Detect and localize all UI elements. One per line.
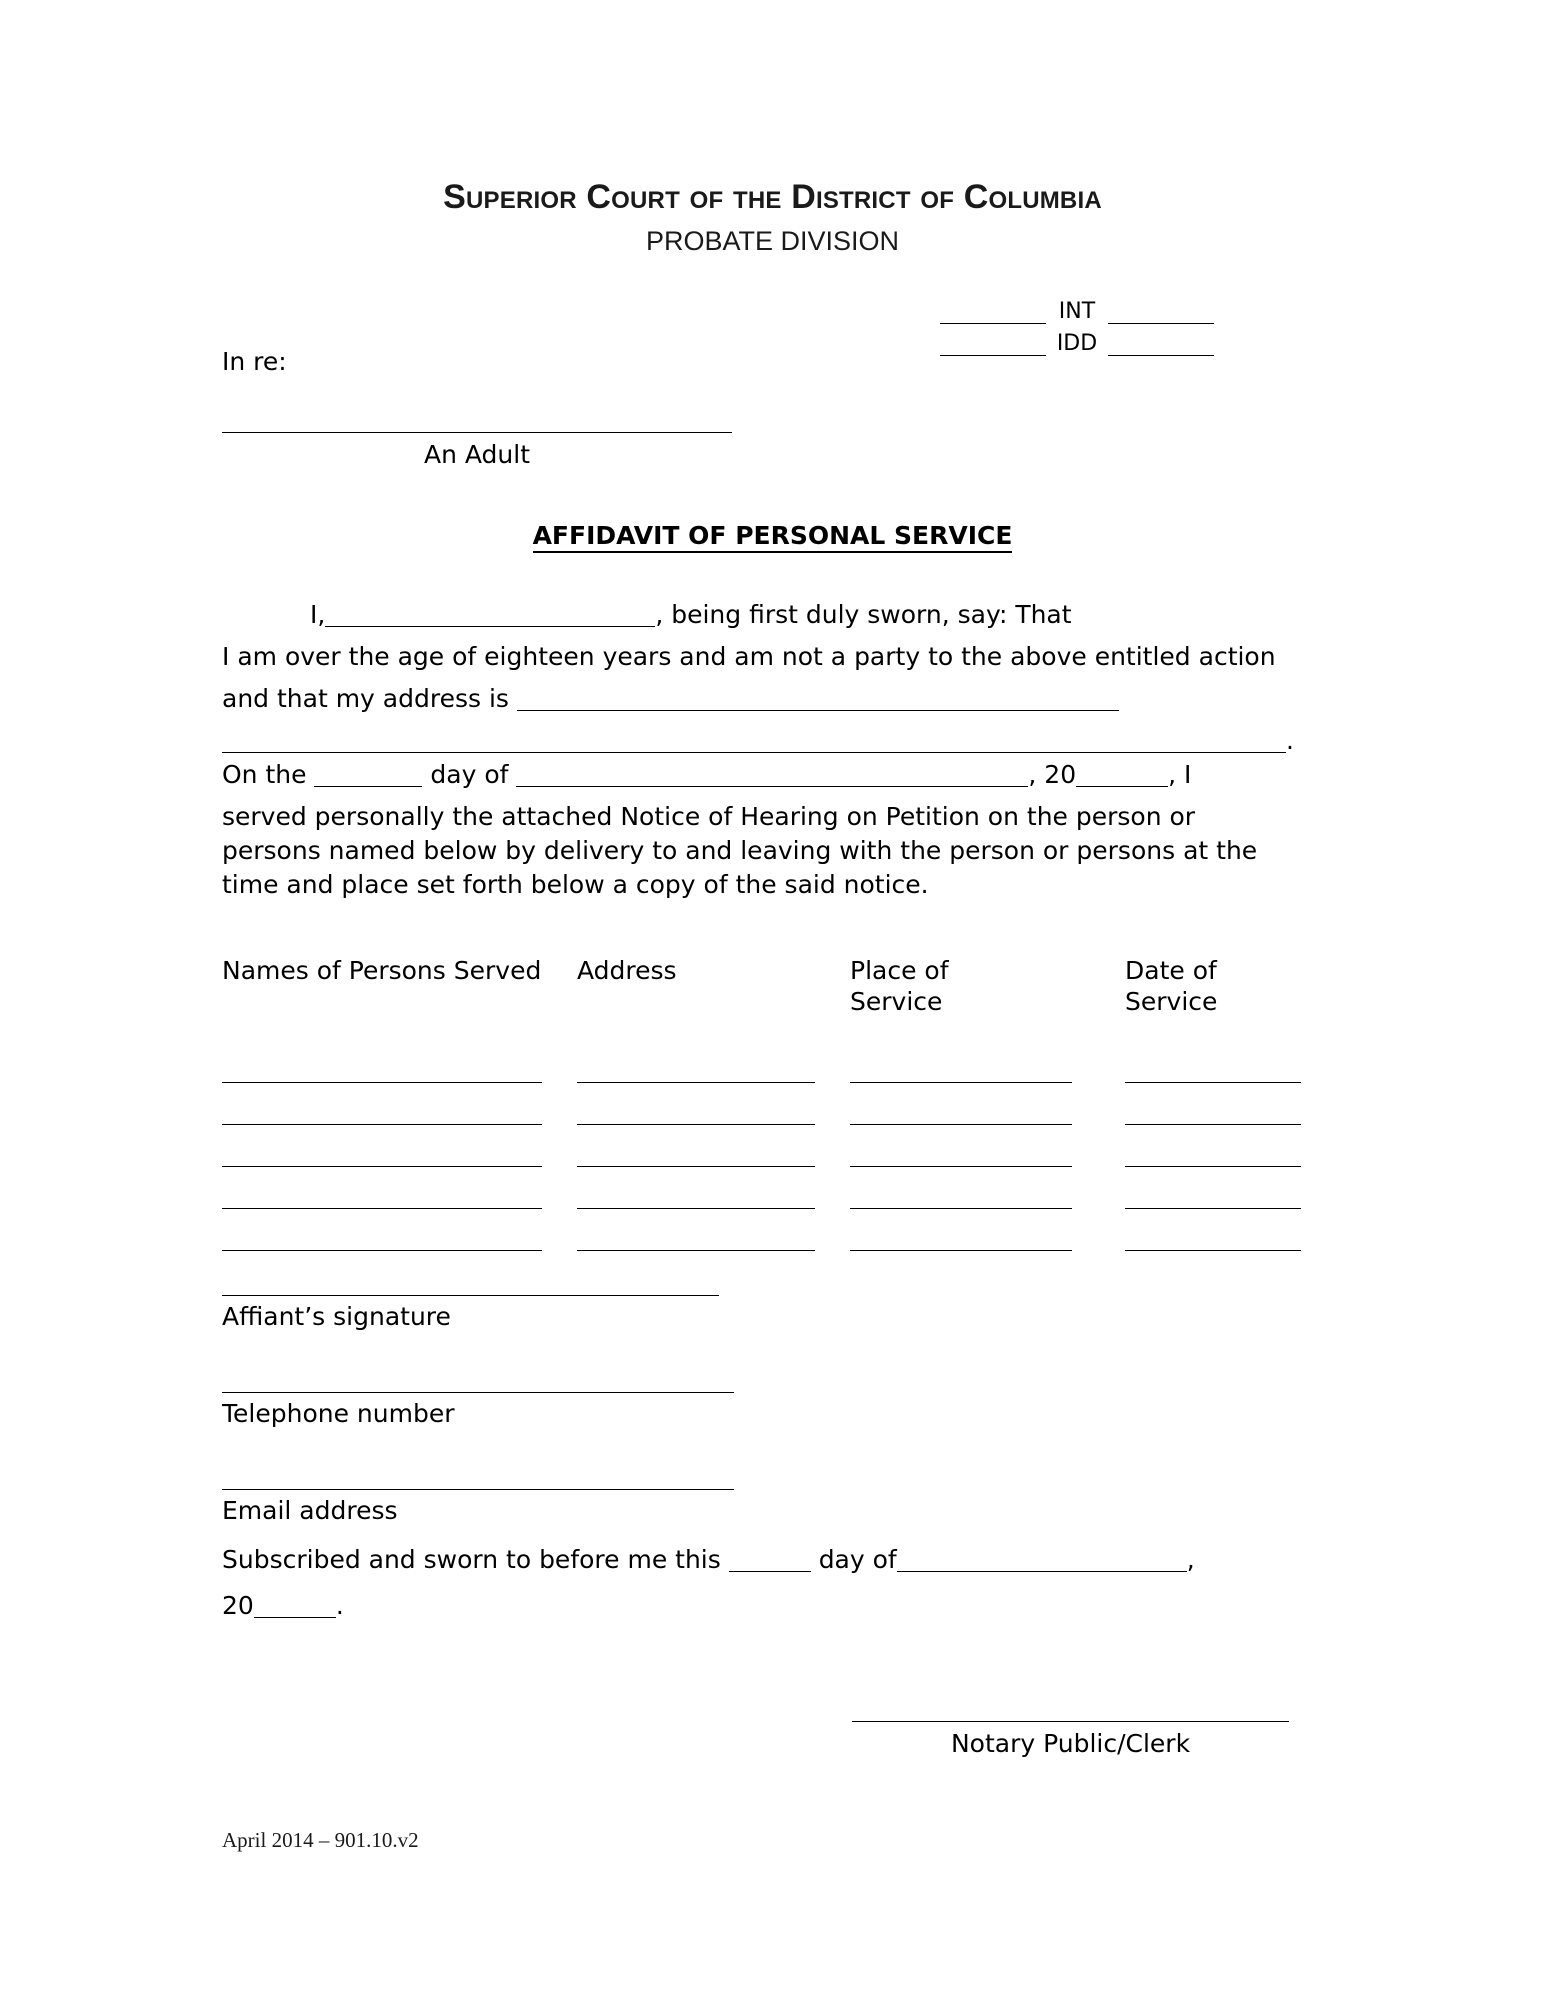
service-month-blank[interactable] [516, 764, 1028, 787]
telephone-number-label: Telephone number [222, 1399, 455, 1428]
body-l1-prefix: I, [310, 600, 326, 629]
notary-day-blank[interactable] [729, 1549, 811, 1572]
party-descriptor: An Adult [423, 440, 531, 469]
int-label: INT [1058, 299, 1096, 324]
cell-address-blank[interactable] [577, 1140, 815, 1167]
court-title: Superior Court of the District of Columbia [443, 178, 1102, 216]
table-row [222, 1125, 1302, 1167]
court-division-subtitle: PROBATE DIVISION [645, 226, 900, 256]
cell-name-blank[interactable] [222, 1224, 542, 1251]
page-title-text: AFFIDAVIT OF PERSONAL SERVICE [533, 521, 1013, 553]
column-header-address: Address [577, 956, 677, 985]
affiant-signature-label: Affiant’s signature [222, 1302, 451, 1331]
email-address-label: Email address [222, 1496, 398, 1525]
body-line-2: I am over the age of eighteen years and am not a party to the above entitled action [222, 642, 1276, 671]
column-header-date-line2: Service [1125, 987, 1218, 1016]
column-header-place-line1: Place of [850, 956, 949, 985]
body-l1-suffix: , being first duly sworn, say: That [655, 600, 1072, 629]
sworn-l1-prefix: Subscribed and sworn to before me this [222, 1545, 721, 1574]
affiant-signature-blank[interactable] [222, 1265, 719, 1296]
column-header-place-line2: Service [850, 987, 943, 1016]
signature-spacer-1 [222, 1336, 982, 1362]
service-year-blank[interactable] [1076, 764, 1168, 787]
cell-place-blank[interactable] [850, 1098, 1072, 1125]
case-code-block [940, 292, 1280, 356]
signature-spacer-2 [222, 1433, 982, 1459]
in-re-name-blank[interactable] [222, 432, 732, 433]
cell-name-blank[interactable] [222, 1140, 542, 1167]
cell-address-blank[interactable] [577, 1098, 815, 1125]
table-row [222, 1083, 1302, 1125]
cell-address-blank[interactable] [577, 1224, 815, 1251]
sworn-line-1 [222, 1545, 1222, 1591]
sworn-line-2 [222, 1591, 1222, 1637]
cell-date-blank[interactable] [1125, 1098, 1301, 1125]
body-line-5 [222, 760, 1288, 802]
body-line-6: served personally the attached Notice of Hearing on Petition on the person or [222, 802, 1196, 831]
cell-name-blank[interactable] [222, 1056, 542, 1083]
idd-left-blank[interactable] [940, 333, 1046, 356]
body-l5-c: , 20 [1028, 760, 1077, 789]
int-left-blank[interactable] [940, 301, 1046, 324]
notary-signature-blank[interactable] [852, 1721, 1289, 1722]
body-line-7: persons named below by delivery to and leaving with the person or persons at the [222, 836, 1258, 865]
sworn-l2-prefix: 20 [222, 1591, 254, 1620]
signature-block [222, 1265, 982, 1530]
body-line-4 [222, 726, 1294, 760]
telephone-number-blank[interactable] [222, 1362, 734, 1393]
column-header-date-line1: Date of [1125, 956, 1217, 985]
body-line-1 [222, 600, 1288, 642]
cell-date-blank[interactable] [1125, 1140, 1301, 1167]
service-table-header-row [222, 955, 1302, 1017]
column-header-date-of-service [1125, 955, 1302, 1017]
cell-place-blank[interactable] [850, 1056, 1072, 1083]
cell-date-blank[interactable] [1125, 1224, 1301, 1251]
int-right-blank[interactable] [1108, 301, 1214, 324]
body-line-8: time and place set forth below a copy of the said notice. [222, 870, 929, 899]
notary-signature-label: Notary Public/Clerk [950, 1729, 1191, 1758]
page-title [0, 521, 1545, 550]
cell-place-blank[interactable] [850, 1182, 1072, 1209]
cell-date-blank[interactable] [1125, 1056, 1301, 1083]
affidavit-body [222, 600, 1294, 904]
table-row [222, 1041, 1302, 1083]
body-l5-b: day of [430, 760, 509, 789]
idd-label: IDD [1056, 331, 1098, 356]
email-address-blank[interactable] [222, 1459, 734, 1490]
cell-place-blank[interactable] [850, 1140, 1072, 1167]
sworn-l1-mid: day of [818, 1545, 897, 1574]
sworn-l1-comma: , [1186, 1545, 1195, 1574]
cell-date-blank[interactable] [1125, 1182, 1301, 1209]
code-row-int [940, 292, 1280, 324]
body-l5-d: , I [1168, 760, 1192, 789]
cell-name-blank[interactable] [222, 1098, 542, 1125]
notary-month-blank[interactable] [897, 1549, 1187, 1572]
column-header-names: Names of Persons Served [222, 956, 542, 985]
cell-address-blank[interactable] [577, 1056, 815, 1083]
cell-name-blank[interactable] [222, 1182, 542, 1209]
body-l4-period: . [1286, 726, 1294, 755]
table-header-spacer [222, 1017, 1302, 1041]
form-revision-footer: April 2014 – 901.10.v2 [222, 1828, 419, 1852]
affiant-name-blank[interactable] [325, 604, 655, 627]
body-line-3 [222, 684, 1288, 726]
in-re-label: In re: [222, 347, 287, 376]
address-blank-2[interactable] [222, 730, 1286, 753]
body-l3-prefix: and that my address is [222, 684, 509, 713]
notary-year-blank[interactable] [254, 1595, 336, 1618]
table-row [222, 1209, 1302, 1251]
service-day-blank[interactable] [314, 764, 422, 787]
address-blank-1[interactable] [517, 688, 1119, 711]
sworn-l2-period: . [335, 1591, 344, 1620]
idd-right-blank[interactable] [1108, 333, 1214, 356]
cell-address-blank[interactable] [577, 1182, 815, 1209]
body-l5-a: On the [222, 760, 307, 789]
table-row [222, 1167, 1302, 1209]
column-header-place-of-service [850, 955, 1125, 1017]
code-row-idd [940, 324, 1280, 356]
cell-place-blank[interactable] [850, 1224, 1072, 1251]
service-table [222, 955, 1302, 1251]
sworn-statement [222, 1545, 1222, 1637]
